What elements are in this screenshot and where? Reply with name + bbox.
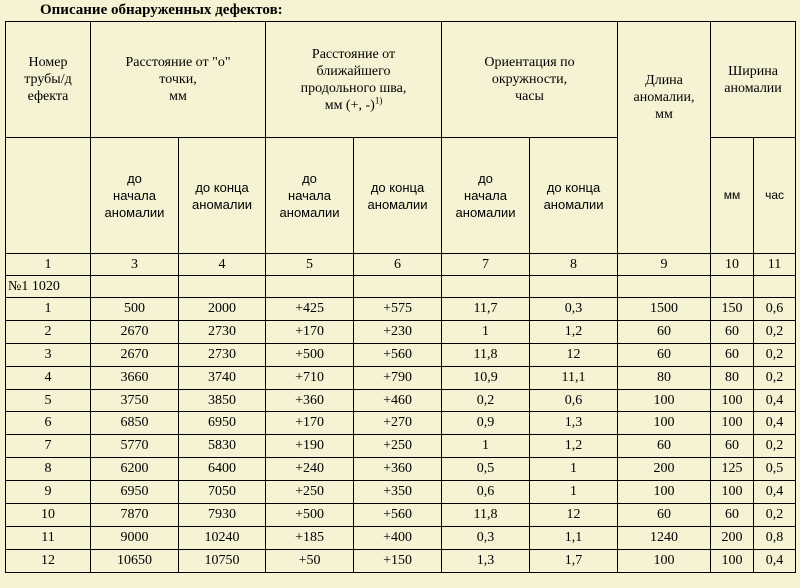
table-cell: 1 [442,435,530,458]
table-cell: 2670 [91,320,179,343]
table-cell: 60 [618,435,711,458]
table-cell: 200 [711,526,754,549]
subheader-seam-end: до конца аномалии [354,138,442,254]
table-cell: 6850 [91,412,179,435]
table-cell: 10240 [179,526,266,549]
table-cell: 3750 [91,389,179,412]
table-cell: 0,2 [754,343,796,366]
table-cell: 2 [6,320,91,343]
table-cell: 11,8 [442,343,530,366]
subheader-orient-end: до конца аномалии [530,138,618,254]
table-cell: 3 [6,343,91,366]
column-number-cell: 10 [711,254,754,276]
table-cell: 7 [6,435,91,458]
table-cell: 0,2 [754,435,796,458]
table-row [6,320,796,343]
table-cell: 125 [711,458,754,481]
table-cell: 60 [711,504,754,527]
table-cell: 1 [442,320,530,343]
table-row [6,343,796,366]
table-cell: +190 [266,435,354,458]
table-cell: 200 [618,458,711,481]
table-cell: 60 [618,504,711,527]
header-distance-from-seam: Расстояние от ближайшего продольного шва, мм (+, -)$^{1)}$ [266,22,442,138]
table-cell: 1,1 [530,526,618,549]
table-cell: +170 [266,320,354,343]
table-cell: +250 [266,481,354,504]
table-cell: 0,4 [754,549,796,572]
table-cell: 1,3 [442,549,530,572]
table-cell: +460 [354,389,442,412]
column-number-cell: 4 [179,254,266,276]
table-cell: +250 [354,435,442,458]
defects-table [5,21,796,573]
subheader-width-mm: мм [711,138,754,254]
table-cell: 7870 [91,504,179,527]
table-cell: 8 [6,458,91,481]
table-cell: 2730 [179,343,266,366]
table-cell: 80 [711,366,754,389]
table-cell: 11 [6,526,91,549]
table-cell: 10750 [179,549,266,572]
table-cell: +150 [354,549,442,572]
table-cell: 60 [711,320,754,343]
table-cell: 10 [6,504,91,527]
table-cell: 0,5 [442,458,530,481]
table-cell: +230 [354,320,442,343]
table-cell: +360 [266,389,354,412]
table-cell: 0,2 [754,504,796,527]
table-cell: 100 [711,549,754,572]
table-cell: 0,6 [442,481,530,504]
table-cell: 4 [6,366,91,389]
table-cell: 0,5 [754,458,796,481]
table-cell: 0,2 [754,366,796,389]
header-orientation: Ориентация по окружности, часы [442,22,618,138]
table-cell: +500 [266,343,354,366]
table-row [6,458,796,481]
table-cell: 100 [711,412,754,435]
table-cell: 3850 [179,389,266,412]
group-label: №1 1020 [6,276,91,298]
table-cell: +575 [354,298,442,321]
subheader-dist-zero-end: до конца аномалии [179,138,266,254]
table-cell: 1 [6,298,91,321]
table-cell: 0,2 [442,389,530,412]
table-cell: 150 [711,298,754,321]
table-cell: 6200 [91,458,179,481]
table-row [6,549,796,572]
table-cell: 100 [711,481,754,504]
subheader-seam-start: до начала аномалии [266,138,354,254]
table-cell: +50 [266,549,354,572]
table-cell: 0,3 [442,526,530,549]
table-cell: 6400 [179,458,266,481]
table-cell: 1240 [618,526,711,549]
table-row [6,298,796,321]
column-number-cell: 3 [91,254,179,276]
table-cell: 6 [6,412,91,435]
page-title: Описание обнаруженных дефектов: [40,2,283,18]
table-cell: 5830 [179,435,266,458]
table-row [6,412,796,435]
table-cell: 80 [618,366,711,389]
table-cell: 5770 [91,435,179,458]
table-cell: 0,9 [442,412,530,435]
table-cell: +270 [354,412,442,435]
table-cell: 100 [711,389,754,412]
table-cell: 0,4 [754,389,796,412]
table-cell: 60 [618,320,711,343]
table-row [6,366,796,389]
table-cell: +560 [354,504,442,527]
table-cell: 12 [530,343,618,366]
table-cell: 7930 [179,504,266,527]
table-cell: 6950 [179,412,266,435]
subheader-orient-start: до начала аномалии [442,138,530,254]
table-cell: 2670 [91,343,179,366]
column-number-cell: 11 [754,254,796,276]
subheader-width-hour: час [754,138,796,254]
table-cell: 3660 [91,366,179,389]
table-cell: 100 [618,481,711,504]
table-row [6,526,796,549]
header-anomaly-width: Ширина аномалии [711,22,796,138]
table-cell: 100 [618,549,711,572]
subheader-dist-zero-start: до начала аномалии [91,138,179,254]
table-cell: +170 [266,412,354,435]
table-cell: 2730 [179,320,266,343]
table-cell: 60 [711,343,754,366]
subheader-empty [6,138,91,254]
table-cell: 60 [618,343,711,366]
column-number-row [6,254,796,276]
table-cell: 6950 [91,481,179,504]
table-cell: +240 [266,458,354,481]
table-cell: 7050 [179,481,266,504]
table-row [6,504,796,527]
table-cell: 3740 [179,366,266,389]
column-number-cell: 6 [354,254,442,276]
table-cell: 2000 [179,298,266,321]
table-cell: 0,2 [754,320,796,343]
column-number-cell: 9 [618,254,711,276]
column-number-cell: 1 [6,254,91,276]
header-distance-from-zero: Расстояние от "о" точки, мм [91,22,266,138]
table-cell: +710 [266,366,354,389]
table-cell: +400 [354,526,442,549]
table-cell: 1 [530,481,618,504]
table-cell: 9 [6,481,91,504]
header-row [6,22,796,138]
table-cell: 1,2 [530,320,618,343]
table-cell: 0,6 [754,298,796,321]
table-cell: 1 [530,458,618,481]
column-number-cell: 7 [442,254,530,276]
table-row [6,481,796,504]
table-cell: 100 [618,412,711,435]
column-number-cell: 5 [266,254,354,276]
table-cell: +360 [354,458,442,481]
table-cell: 60 [711,435,754,458]
table-row [6,389,796,412]
table-row [6,435,796,458]
table-cell: 0,4 [754,412,796,435]
table-cell: +350 [354,481,442,504]
table-cell: +500 [266,504,354,527]
table-cell: 0,4 [754,481,796,504]
table-cell: +560 [354,343,442,366]
table-cell: +790 [354,366,442,389]
table-cell: 9000 [91,526,179,549]
table-cell: 0,8 [754,526,796,549]
table-cell: 1,7 [530,549,618,572]
table-cell: 0,3 [530,298,618,321]
table-cell: 10,9 [442,366,530,389]
column-number-cell: 8 [530,254,618,276]
table-cell: 10650 [91,549,179,572]
table-cell: 1500 [618,298,711,321]
table-cell: 1,3 [530,412,618,435]
table-cell: 0,6 [530,389,618,412]
table-cell: +185 [266,526,354,549]
header-anomaly-length: Длина аномалии, мм [618,22,711,254]
table-cell: 100 [618,389,711,412]
table-cell: 1,2 [530,435,618,458]
group-row [6,276,796,298]
table-cell: 11,1 [530,366,618,389]
header-pipe-defect-number: Номер трубы/д ефекта [6,22,91,138]
table-cell: 12 [6,549,91,572]
table-cell: 11,7 [442,298,530,321]
table-cell: +425 [266,298,354,321]
table-cell: 500 [91,298,179,321]
table-cell: 12 [530,504,618,527]
table-cell: 5 [6,389,91,412]
table-cell: 11,8 [442,504,530,527]
